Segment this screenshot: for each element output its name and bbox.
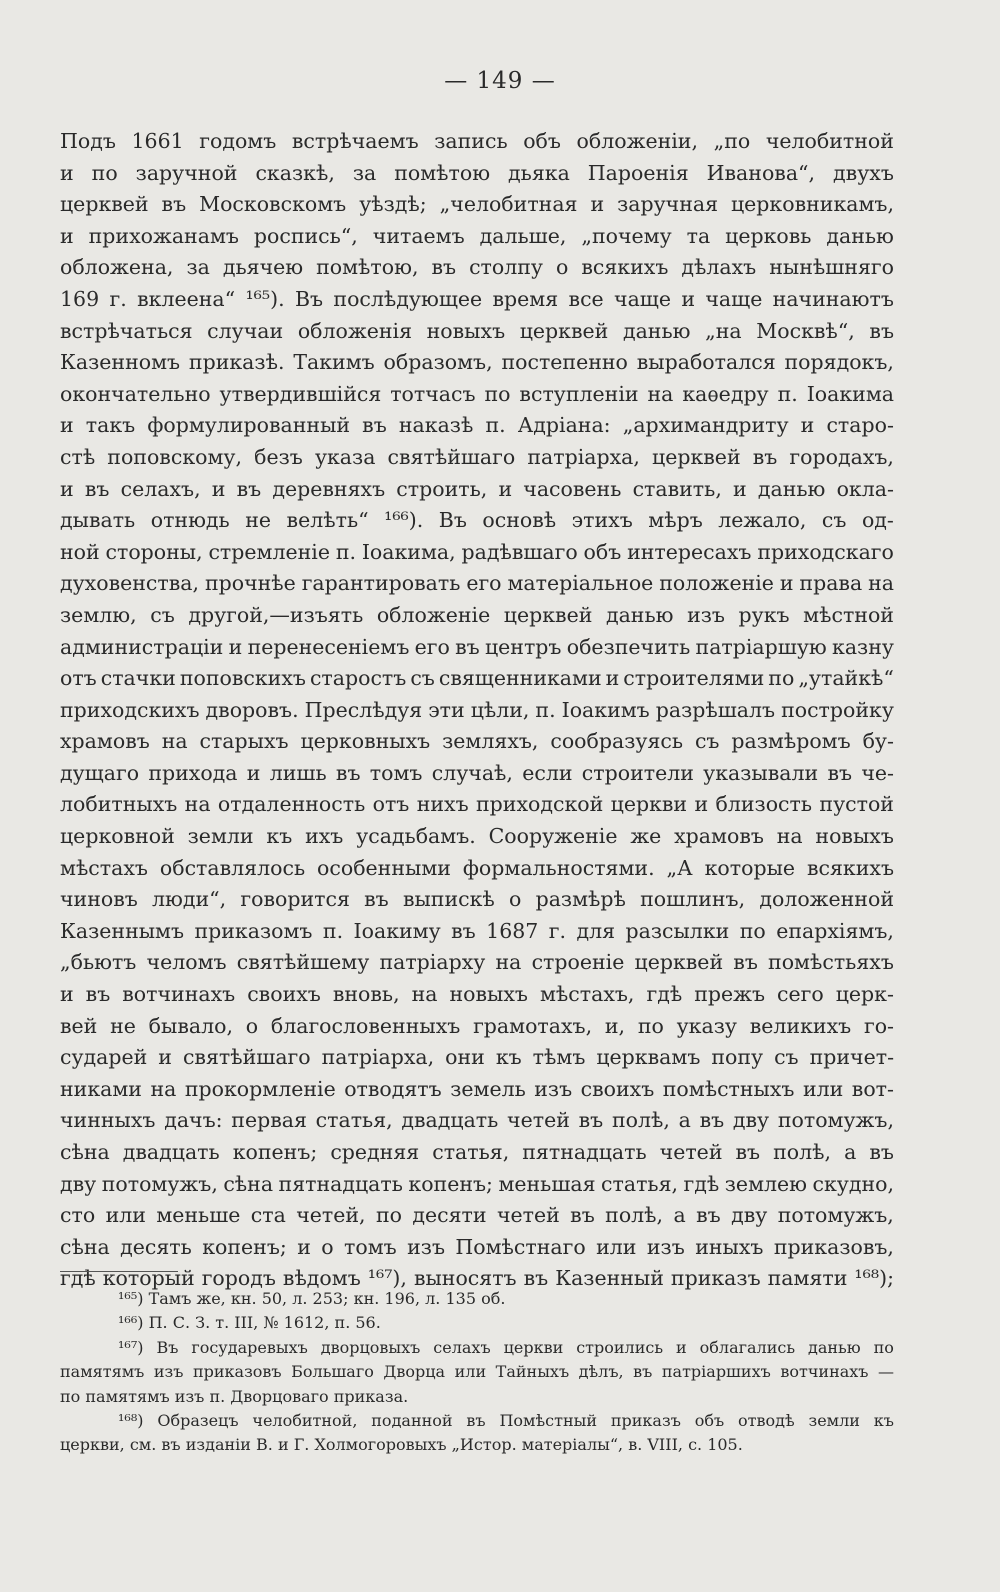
body-line: встрѣчаться случаи обложенія новыхъ церквей данью „на Москвѣ“, въ — [60, 318, 894, 343]
footnote-line: памятямъ изъ приказовъ Большаго Дворца или Тайныхъ дѣлъ, въ патріаршихъ вотчинахъ — — [60, 1362, 894, 1382]
body-line: отъ стачки поповскихъ старостъ съ священниками и строителями по „утайкѣ“ — [60, 666, 894, 691]
body-line: землю, съ другой,—изъять обложеніе церквей данью изъ рукъ мѣстной — [60, 602, 894, 627]
body-line: церковной земли къ ихъ усадьбамъ. Сооруженіе же храмовъ на новыхъ — [60, 824, 894, 849]
body-line: обложена, за дьячею помѣтою, въ столпу о всякихъ дѣлахъ нынѣшняго — [60, 255, 894, 280]
body-line: чиновъ люди“, говорится въ выпискѣ о размѣрѣ пошлинъ, доложенной — [60, 887, 894, 912]
body-line: и въ селахъ, и въ деревняхъ строить, и часовень ставить, и данью окла- — [60, 476, 894, 501]
body-line: чинныхъ дачъ: первая статья, двадцать четей въ полѣ, а въ дву потомужъ, — [60, 1108, 894, 1133]
body-line: сто или меньше ста четей, по десяти четей въ полѣ, а въ дву потомужъ, — [60, 1203, 894, 1228]
footnote-line: по памятямъ изъ п. Дворцоваго приказа. — [60, 1386, 409, 1406]
body-line: мѣстахъ обставлялось особенными формальностями. „А которые всякихъ — [60, 855, 894, 880]
body-line: стѣ поповскому, безъ указа святѣйшаго патріарха, церквей въ городахъ, — [60, 444, 894, 469]
body-line: и въ вотчинахъ своихъ вновь, на новыхъ мѣстахъ, гдѣ прежъ сего церк- — [60, 982, 894, 1007]
footnote-divider — [60, 1271, 178, 1272]
body-line: дывать отнюдь не велѣть“ ¹⁶⁶). Въ основѣ этихъ мѣръ лежало, съ од- — [60, 508, 894, 533]
body-line: дущаго прихода и лишь въ томъ случаѣ, если строители указывали въ че- — [60, 760, 894, 785]
body-line: дву потомужъ, сѣна пятнадцать копенъ; меньшая статья, гдѣ землею скудно, — [60, 1171, 894, 1196]
body-line: „бьютъ челомъ святѣйшему патріарху на строеніе церквей въ помѣстьяхъ — [60, 950, 894, 975]
body-line: сѣна двадцать копенъ; средняя статья, пятнадцать четей въ полѣ, а въ — [60, 1140, 894, 1164]
body-line: гдѣ который городъ вѣдомъ ¹⁶⁷), выносятъ въ Казенный приказъ памяти ¹⁶⁸); — [60, 1266, 894, 1291]
body-line: окончательно утвердившійся тотчасъ по вступленіи на каѳедру п. Іоакима — [60, 381, 894, 406]
body-line: приходскихъ дворовъ. Преслѣдуя эти цѣли, п. Іоакимъ разрѣшалъ постройку — [60, 697, 894, 722]
footnote-line: ¹⁶⁷) Въ государевыхъ дворцовыхъ селахъ церкви строились и облагались данью по — [118, 1337, 894, 1357]
body-line: лобитныхъ на отдаленность отъ нихъ приходской церкви и близость пустой — [60, 792, 894, 817]
footnote-line: ¹⁶⁵) Тамъ же, кн. 50, л. 253; кн. 196, л. 135 об. — [118, 1289, 506, 1308]
body-line: церквей въ Московскомъ уѣздѣ; „челобитная и заручная церковникамъ, — [60, 192, 894, 217]
body-line: и по заручной сказкѣ, за помѣтою дьяка Пароенія Иванова“, двухъ — [60, 160, 894, 185]
body-line: Казеннымъ приказомъ п. Іоакиму въ 1687 г. для разсылки по епархіямъ, — [60, 918, 894, 943]
page-number: — 149 — — [444, 68, 556, 94]
body-line: 169 г. вклеена“ ¹⁶⁵). Въ послѣдующее время все чаще и чаще начинаютъ — [60, 286, 894, 311]
body-line: никами на прокормленіе отводятъ земель изъ своихъ помѣстныхъ или вот- — [60, 1076, 894, 1101]
body-line: сѣна десять копенъ; и о томъ изъ Помѣстнаго или изъ иныхъ приказовъ, — [60, 1234, 894, 1259]
body-line: Подъ 1661 годомъ встрѣчаемъ запись объ обложеніи, „по челобитной — [60, 129, 894, 153]
body-line: духовенства, прочнѣе гарантировать его матеріальное положеніе и права на — [60, 571, 894, 596]
footnotes — [60, 1287, 894, 1458]
body-line: храмовъ на старыхъ церковныхъ земляхъ, сообразуясь съ размѣромъ бу- — [60, 729, 894, 754]
footnote-line: ¹⁶⁸) Образецъ челобитной, поданной въ Помѣстный приказъ объ отводѣ земли къ — [118, 1410, 894, 1430]
footnote-line: ¹⁶⁶) П. С. З. т. III, № 1612, п. 56. — [118, 1313, 381, 1333]
body-line: ной стороны, стремленіе п. Іоакима, радѣвшаго объ интересахъ приходскаго — [60, 539, 894, 564]
body-text — [60, 126, 894, 1295]
body-line: и прихожанамъ роспись“, читаемъ дальше, „почему та церковь данью — [60, 223, 894, 248]
body-line: администраціи и перенесеніемъ его въ центръ обезпечить патріаршую казну — [60, 634, 894, 659]
body-line: и такъ формулированный въ наказѣ п. Адріана: „архимандриту и старо- — [60, 413, 894, 438]
footnote-line: церкви, см. въ изданіи В. и Г. Холмогоровыхъ „Истор. матеріалы“, в. VIII, с. 105. — [60, 1435, 743, 1455]
body-line: вей не бывало, о благословенныхъ грамотахъ, и, по указу великихъ го- — [60, 1013, 894, 1038]
body-line: сударей и святѣйшаго патріарха, они къ тѣмъ церквамъ попу съ причет- — [60, 1045, 894, 1070]
body-line: Казенномъ приказѣ. Такимъ образомъ, постепенно выработался порядокъ, — [60, 350, 894, 375]
